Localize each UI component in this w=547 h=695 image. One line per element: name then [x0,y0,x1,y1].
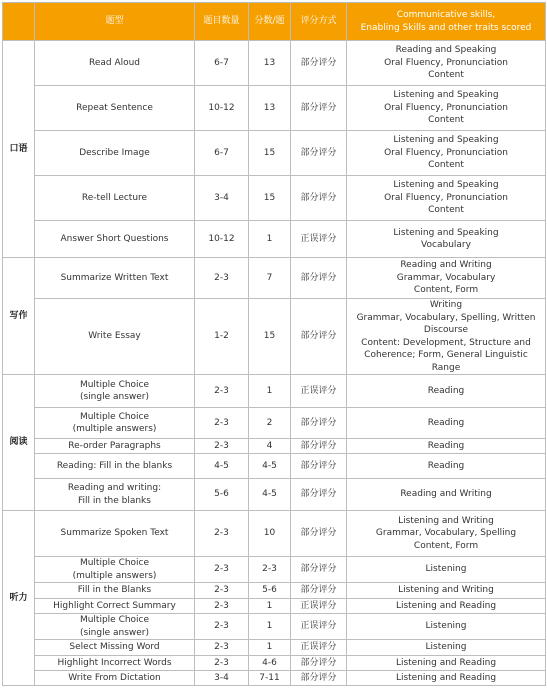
skills-cell: Listening [347,557,546,583]
table-row [3,656,546,671]
skills-cell: Reading and Writing Grammar, Vocabulary Content, Form [347,258,546,299]
skills-cell: Listening and Writing Grammar, Vocabulary, Spelling Content, Form [347,511,546,557]
task-type-cell: Highlight Correct Summary [35,599,195,614]
skills-cell: Listening and Speaking Vocabulary [347,221,546,258]
scoring-method-cell: 部分评分 [291,583,347,599]
question-count-cell: 2-3 [195,656,249,671]
points-cell: 2-3 [249,557,291,583]
task-type-cell: Repeat Sentence [35,86,195,131]
table-row [3,511,546,557]
skills-cell: Listening and Speaking Oral Fluency, Pronunciation Content [347,131,546,176]
question-count-cell: 2-3 [195,640,249,656]
question-count-cell: 2-3 [195,583,249,599]
points-cell: 1 [249,221,291,258]
scoring-method-cell: 正误评分 [291,221,347,258]
task-type-cell: Reading: Fill in the blanks [35,454,195,479]
header-question-count: 题目数量 [195,3,249,41]
points-cell: 7-11 [249,671,291,686]
question-count-cell: 10-12 [195,86,249,131]
header-scoring-method: 评分方式 [291,3,347,41]
task-type-cell: Write Essay [35,299,195,375]
section-label: 听力 [3,511,35,686]
skills-cell: Listening and Reading [347,671,546,686]
task-type-cell: Summarize Written Text [35,258,195,299]
task-type-cell: Re-tell Lecture [35,176,195,221]
skills-cell: Listening and Speaking Oral Fluency, Pronunciation Content [347,176,546,221]
table-row [3,479,546,511]
question-count-cell: 3-4 [195,176,249,221]
points-cell: 1 [249,599,291,614]
table-row [3,599,546,614]
table-row [3,583,546,599]
skills-cell: Listening [347,640,546,656]
skills-cell: Listening and Writing [347,583,546,599]
points-cell: 1 [249,375,291,408]
question-count-cell: 2-3 [195,614,249,640]
question-count-cell: 6-7 [195,41,249,86]
table-row [3,557,546,583]
section-label: 阅读 [3,375,35,511]
table-row [3,408,546,439]
skills-cell: Listening and Speaking Oral Fluency, Pronunciation Content [347,86,546,131]
scoring-method-cell: 部分评分 [291,511,347,557]
points-cell: 1 [249,614,291,640]
header-skills-scored: Communicative skills, Enabling Skills and other traits scored [347,3,546,41]
question-count-cell: 2-3 [195,599,249,614]
task-type-cell: Multiple Choice (single answer) [35,614,195,640]
scoring-method-cell: 部分评分 [291,86,347,131]
question-count-cell: 2-3 [195,375,249,408]
task-type-cell: Answer Short Questions [35,221,195,258]
header-points-per-question: 分数/题 [249,3,291,41]
skills-cell: Reading [347,375,546,408]
table-row [3,131,546,176]
scoring-method-cell: 正误评分 [291,599,347,614]
points-cell: 10 [249,511,291,557]
table-row [3,176,546,221]
task-type-cell: Summarize Spoken Text [35,511,195,557]
task-type-cell: Read Aloud [35,41,195,86]
question-count-cell: 10-12 [195,221,249,258]
table-row [3,41,546,86]
section-label: 口语 [3,41,35,258]
scoring-method-cell: 部分评分 [291,41,347,86]
scoring-method-cell: 部分评分 [291,131,347,176]
points-cell: 15 [249,299,291,375]
table-row [3,671,546,686]
question-count-cell: 2-3 [195,511,249,557]
skills-cell: Listening and Reading [347,599,546,614]
points-cell: 1 [249,640,291,656]
points-cell: 4 [249,439,291,454]
scoring-method-cell: 部分评分 [291,479,347,511]
points-cell: 5-6 [249,583,291,599]
question-count-cell: 2-3 [195,557,249,583]
table-row [3,375,546,408]
header-row [3,3,546,41]
skills-cell: Reading and Writing [347,479,546,511]
table-row [3,299,546,375]
header-task-type: 题型 [35,3,195,41]
question-count-cell: 2-3 [195,258,249,299]
task-type-cell: Highlight Incorrect Words [35,656,195,671]
task-type-cell: Describe Image [35,131,195,176]
table-row [3,614,546,640]
task-type-cell: Re-order Paragraphs [35,439,195,454]
points-cell: 15 [249,131,291,176]
table-row [3,454,546,479]
scoring-method-cell: 部分评分 [291,454,347,479]
scoring-method-cell: 部分评分 [291,557,347,583]
section-label: 写作 [3,258,35,375]
scoring-method-cell: 部分评分 [291,656,347,671]
points-cell: 15 [249,176,291,221]
question-count-cell: 4-5 [195,454,249,479]
scoring-method-cell: 部分评分 [291,671,347,686]
points-cell: 13 [249,41,291,86]
question-count-cell: 6-7 [195,131,249,176]
task-type-cell: Multiple Choice (multiple answers) [35,408,195,439]
points-cell: 13 [249,86,291,131]
skills-cell: Reading and Speaking Oral Fluency, Pronunciation Content [347,41,546,86]
scoring-method-cell: 正误评分 [291,614,347,640]
points-cell: 4-6 [249,656,291,671]
scoring-method-cell: 部分评分 [291,258,347,299]
task-type-cell: Select Missing Word [35,640,195,656]
points-cell: 4-5 [249,454,291,479]
table-row [3,439,546,454]
table-row [3,86,546,131]
scoring-method-cell: 正误评分 [291,375,347,408]
question-count-cell: 2-3 [195,439,249,454]
question-count-cell: 1-2 [195,299,249,375]
skills-cell: Reading [347,454,546,479]
task-type-cell: Multiple Choice (single answer) [35,375,195,408]
scoring-method-cell: 部分评分 [291,176,347,221]
question-count-cell: 3-4 [195,671,249,686]
task-type-cell: Fill in the Blanks [35,583,195,599]
question-count-cell: 5-6 [195,479,249,511]
table-row [3,640,546,656]
task-type-cell: Write From Dictation [35,671,195,686]
table-row [3,221,546,258]
skills-cell: Listening and Reading [347,656,546,671]
points-cell: 2 [249,408,291,439]
table-row [3,258,546,299]
pte-task-table [2,2,546,686]
skills-cell: Reading [347,408,546,439]
task-type-cell: Reading and writing: Fill in the blanks [35,479,195,511]
scoring-method-cell: 正误评分 [291,640,347,656]
points-cell: 7 [249,258,291,299]
header-section [3,3,35,41]
task-type-cell: Multiple Choice (multiple answers) [35,557,195,583]
skills-cell: Listening [347,614,546,640]
scoring-method-cell: 部分评分 [291,439,347,454]
skills-cell: Reading [347,439,546,454]
skills-cell: Writing Grammar, Vocabulary, Spelling, Written Discourse Content: Development, Structure and Coherence; Form, General Linguistic Range [347,299,546,375]
points-cell: 4-5 [249,479,291,511]
scoring-method-cell: 部分评分 [291,408,347,439]
scoring-method-cell: 部分评分 [291,299,347,375]
question-count-cell: 2-3 [195,408,249,439]
